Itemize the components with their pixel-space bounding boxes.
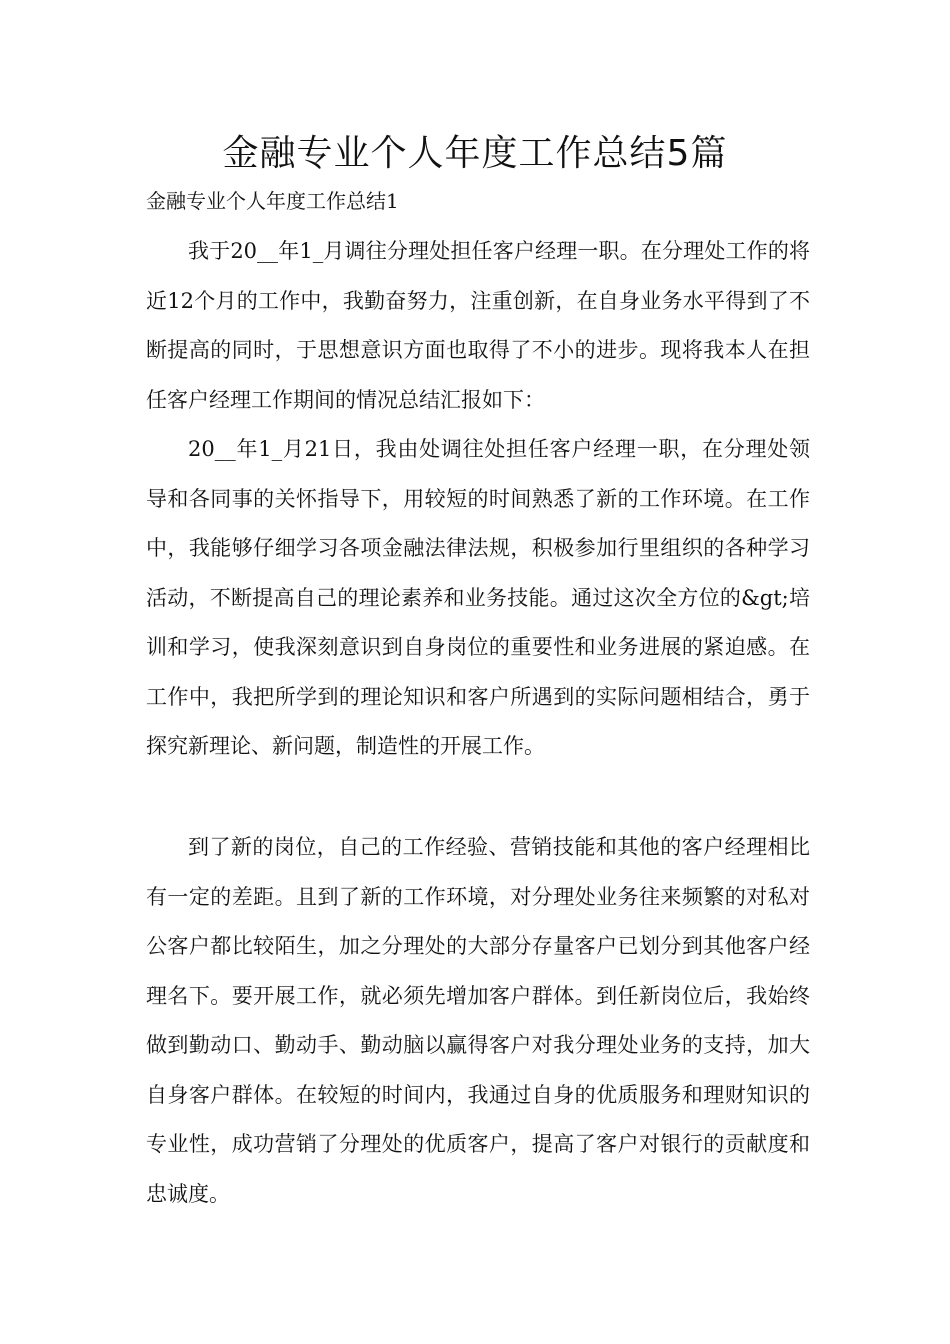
paragraph: 20__年1_月21日，我由处调往处担任客户经理一职，在分理处领导和各同事的关怀指导下，用较短的时间熟悉了新的工作环境。在工作中，我能够仔细学习各项金融法律法规，积极参加行里组织的各种学习活动，不断提高自己的理论素养和业务技能。通过这次全方位的&gt;培训和学习，使我深刻意识到自身岗位的重要性和业务进展的紧迫感。在工作中，我把所学到的理论知识和客户所遇到的实际问题相结合，勇于探究新理论、新问题，制造性的开展工作。 — [146, 437, 810, 758]
document-title: 金融专业个人年度工作总结5篇 — [222, 133, 728, 174]
section-heading: 金融专业个人年度工作总结1 — [146, 189, 399, 213]
paragraph: 我于20__年1_月调往分理处担任客户经理一职。在分理处工作的将近12个月的工作中，我勤奋努力，注重创新，在自身业务水平得到了不断提高的同时，于思想意识方面也取得了不小的进步。现将我本人在担任客户经理工作期间的情况总结汇报如下： — [146, 239, 810, 412]
paragraph: 到了新的岗位，自己的工作经验、营销技能和其他的客户经理相比有一定的差距。且到了新的工作环境，对分理处业务往来频繁的对私对公客户都比较陌生，加之分理处的大部分存量客户已划分到其他客户经理名下。要开展工作，就必须先增加客户群体。到任新岗位后，我始终做到勤动口、勤动手、勤动脑以赢得客户对我分理处业务的支持，加大自身客户群体。在较短的时间内，我通过自身的优质服务和理财知识的专业性，成功营销了分理处的优质客户，提高了客户对银行的贡献度和忠诚度。 — [146, 835, 810, 1206]
